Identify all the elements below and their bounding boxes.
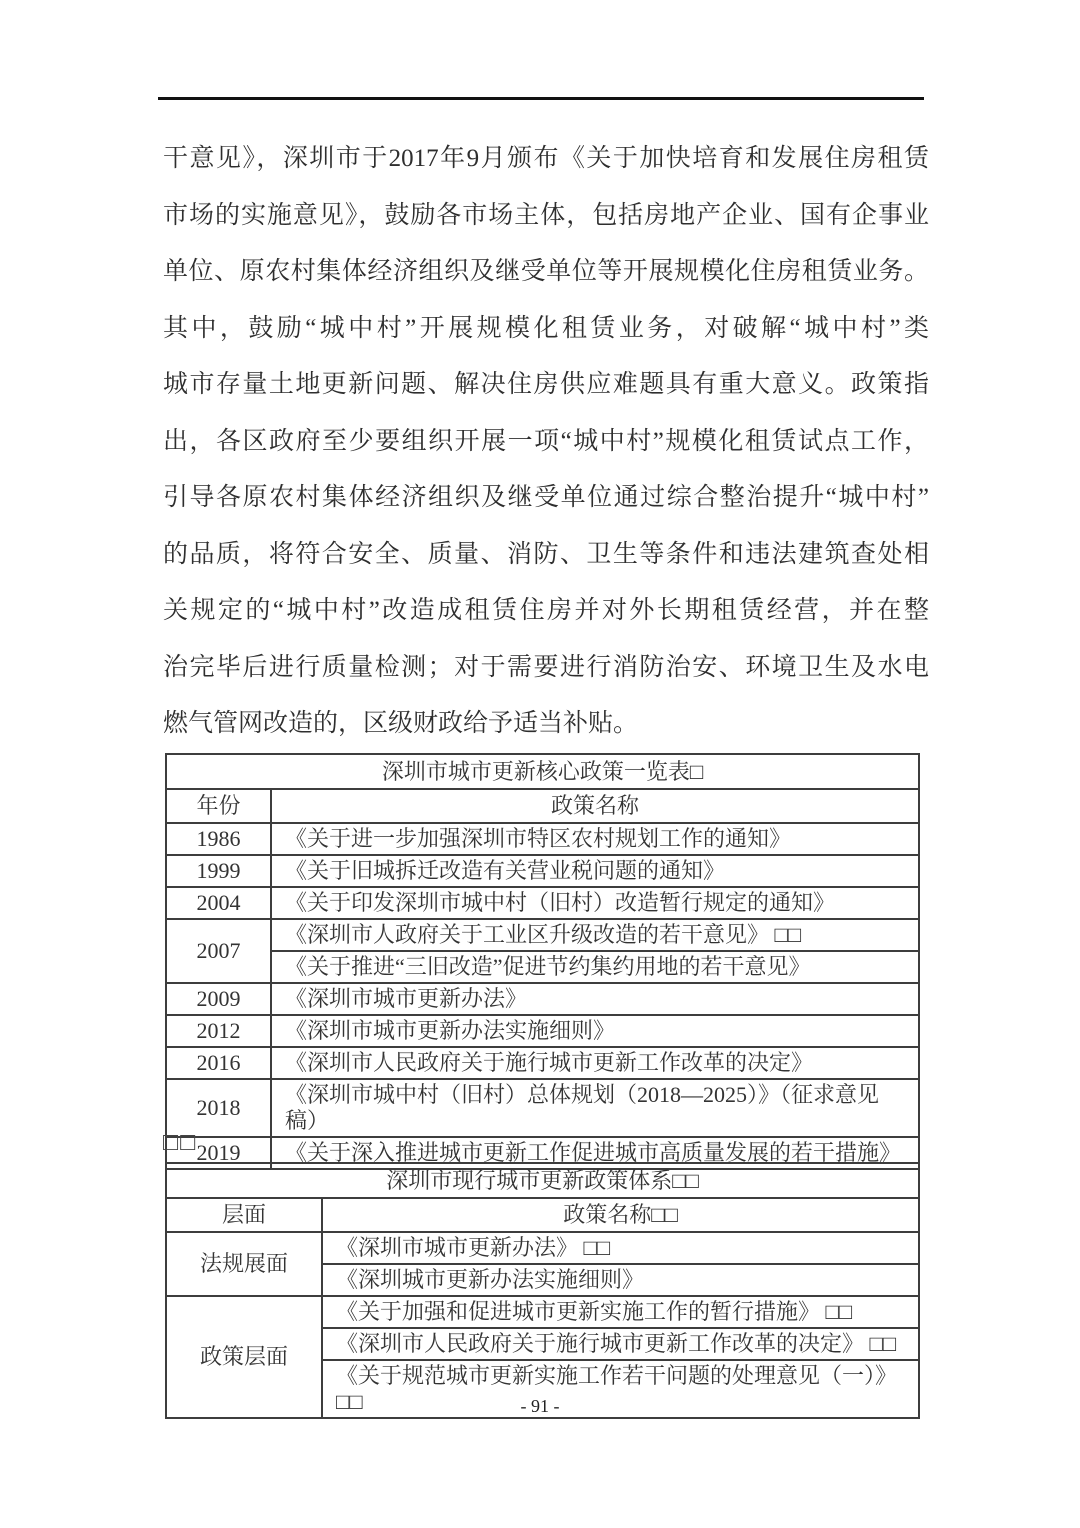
policy-name-cell: 《关于旧城拆迁改造有关营业税问题的通知》: [271, 855, 919, 887]
policy-name-cell: 《关于进一步加强深圳市特区农村规划工作的通知》: [271, 823, 919, 855]
year-cell: 2019: [166, 1137, 271, 1169]
table-row: [166, 1047, 919, 1079]
year-cell: 2009: [166, 983, 271, 1015]
table-row: [166, 1015, 919, 1047]
header-rule: [158, 97, 924, 100]
body-text-line: 出，各区政府至少要组织开展一项“城中村”规模化租赁试点工作，: [163, 427, 929, 455]
body-text-line: 城市存量土地更新问题、解决住房供应难题具有重大意义。政策指: [163, 371, 929, 398]
table-title-row: [166, 1163, 919, 1198]
table2-level-header: 层面: [166, 1198, 322, 1232]
body-text-line: 干意见》，深圳市于2017年9月颁布《关于加快培育和发展住房租赁: [163, 145, 929, 172]
policy-name-cell: 《关于印发深圳市城中村（旧村）改造暂行规定的通知》: [271, 887, 919, 919]
table-title-row: [166, 754, 919, 789]
year-cell: 2016: [166, 1047, 271, 1079]
policy-name-cell: 《深圳市城中村（旧村）总体规划（2018—2025）》（征求意见稿）: [271, 1079, 919, 1137]
table-row: [166, 1296, 919, 1328]
table-row: [166, 919, 919, 951]
table-row: [166, 887, 919, 919]
policy-name-cell: 《深圳市人政府关于工业区升级改造的若干意见》 □□: [271, 919, 919, 951]
body-text-line: 燃气管网改造的，区级财政给予适当补贴。: [163, 710, 639, 737]
policy-table-core: [165, 753, 920, 1170]
table-header-row: [166, 1198, 919, 1232]
body-text-line: 市场的实施意见》，鼓励各市场主体，包括房地产企业、国有企事业: [163, 201, 929, 229]
body-text-line: 引导各原农村集体经济组织及继受单位通过综合整治提升“城中村”: [163, 484, 929, 511]
table-row: [166, 1232, 919, 1264]
year-cell: 2018: [166, 1079, 271, 1137]
page-number: - 91 -: [520, 1396, 560, 1416]
table-row: [166, 983, 919, 1015]
year-cell: 1999: [166, 855, 271, 887]
table-row: [166, 855, 919, 887]
policy-name-cell: 《关于推进“三旧改造”促进节约集约用地的若干意见》: [271, 951, 919, 983]
policy-table-current-system-body: [166, 1163, 919, 1418]
table1-policy-header: 政策名称: [271, 789, 919, 823]
table-row: [166, 823, 919, 855]
body-text-line: 的品质，将符合安全、质量、消防、卫生等条件和违法建筑查处相: [163, 540, 929, 568]
policy-name-cell: 《深圳市城市更新办法实施细则》: [271, 1015, 919, 1047]
body-text-line: 其中，鼓励“城中村”开展规模化租赁业务，对破解“城中村”类: [163, 314, 929, 342]
level-cell: 政策层面: [166, 1296, 322, 1418]
table-row: [166, 951, 919, 983]
year-cell: 2004: [166, 887, 271, 919]
policy-name-cell: 《深圳市城市更新办法》: [271, 983, 919, 1015]
table1-title: 深圳市城市更新核心政策一览表□: [166, 754, 919, 789]
year-cell: 1986: [166, 823, 271, 855]
between-tables-placeholder-text: □□: [163, 1129, 198, 1156]
year-cell: 2007: [166, 919, 271, 983]
table2-title: 深圳市现行城市更新政策体系□□: [166, 1163, 919, 1198]
policy-name-cell: 《关于深入推进城市更新工作促进城市高质量发展的若干措施》: [271, 1137, 919, 1169]
policy-name-cell: 《深圳城市更新办法实施细则》: [322, 1264, 919, 1296]
policy-name-cell: 《深圳市城市更新办法》 □□: [322, 1232, 919, 1264]
table2-policy-header: 政策名称□□: [322, 1198, 919, 1232]
policy-table-current-system: [165, 1162, 920, 1419]
year-cell: 2012: [166, 1015, 271, 1047]
body-text-line: 单位、原农村集体经济组织及继受单位等开展规模化住房租赁业务。: [163, 258, 929, 285]
body-text-line: 治完毕后进行质量检测；对于需要进行消防治安、环境卫生及水电: [163, 653, 929, 681]
body-text-line: 关规定的“城中村”改造成租赁住房并对外长期租赁经营，并在整: [163, 597, 929, 624]
policy-name-cell: 《关于规范城市更新实施工作若干问题的处理意见（一）》 □□: [322, 1360, 919, 1418]
policy-name-cell: 《深圳市人民政府关于施行城市更新工作改革的决定》: [271, 1047, 919, 1079]
body-text: [163, 131, 929, 753]
table-header-row: [166, 789, 919, 823]
policy-name-cell: 《关于加强和促进城市更新实施工作的暂行措施》 □□: [322, 1296, 919, 1328]
policy-name-cell: 《深圳市人民政府关于施行城市更新工作改革的决定》 □□: [322, 1328, 919, 1360]
table-row: [166, 1079, 919, 1137]
policy-table-core-body: [166, 754, 919, 1169]
level-cell: 法规展面: [166, 1232, 322, 1296]
table1-year-header: 年份: [166, 789, 271, 823]
